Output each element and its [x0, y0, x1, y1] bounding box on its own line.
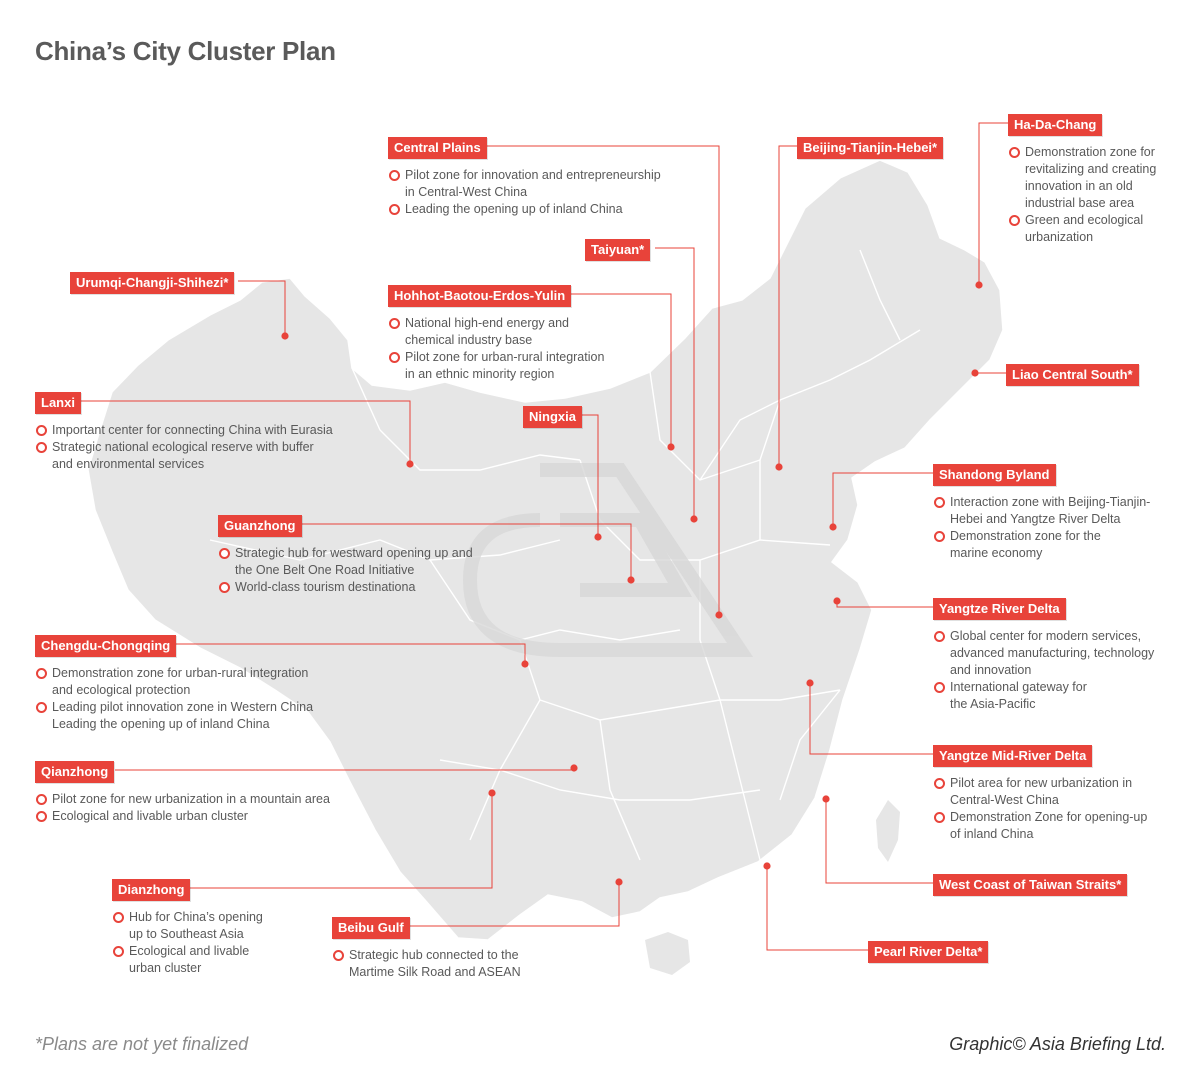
location-dot-west-coast-of-taiwan-straits [822, 795, 829, 802]
cluster-description-item [933, 628, 1154, 679]
cluster-description-item [388, 315, 604, 349]
cluster-name-tag: Central Plains [388, 137, 487, 159]
location-dot-lanxi [406, 460, 413, 467]
cluster-name-tag: Beijing-Tianjin-Hebei* [797, 137, 943, 159]
cluster-name-tag: Qianzhong [35, 761, 114, 783]
cluster-description-text: Demonstration Zone for opening-up of inland China [950, 810, 1148, 841]
circle-bullet-icon [934, 531, 945, 542]
cluster-description-text: Pilot zone for new urbanization in a mountain area [52, 792, 330, 806]
cluster-name-tag: Guanzhong [218, 515, 302, 537]
location-dot-guanzhong [627, 576, 634, 583]
cluster-name-tag: Shandong Byland [933, 464, 1056, 486]
location-dot-taiyuan [690, 515, 697, 522]
cluster-beibu-gulf [332, 917, 521, 981]
circle-bullet-icon [934, 682, 945, 693]
cluster-description-item [218, 579, 473, 596]
cluster-description-item [388, 201, 661, 218]
cluster-ha-da-chang [1008, 114, 1156, 246]
cluster-central-plains [388, 137, 661, 218]
cluster-description-text: Leading pilot innovation zone in Western China Leading the opening up of inland China [52, 700, 314, 731]
credit: Graphic© Asia Briefing Ltd. [949, 1034, 1166, 1054]
cluster-ningxia [523, 406, 582, 428]
cluster-liao-central-south [1006, 364, 1139, 386]
cluster-description-text: Green and ecological urbanization [1025, 213, 1144, 244]
circle-bullet-icon [36, 702, 47, 713]
circle-bullet-icon [389, 204, 400, 215]
cluster-taiyuan [585, 239, 650, 261]
location-dot-ningxia [594, 533, 601, 540]
cluster-name-tag: Lanxi [35, 392, 81, 414]
cluster-description-item [35, 422, 333, 439]
cluster-description-item [332, 947, 521, 981]
leader-line-pearl-river-delta [767, 866, 868, 950]
cluster-description-text: Pilot area for new urbanization in Central-West China [950, 776, 1133, 807]
footnote: *Plans are not yet finalized [35, 1034, 249, 1054]
location-dot-beijing-tianjin-hebei [775, 463, 782, 470]
cluster-description-list [35, 791, 330, 825]
cluster-description-item [112, 943, 263, 977]
cluster-description-item [933, 809, 1147, 843]
cluster-description-item [933, 679, 1154, 713]
circle-bullet-icon [219, 582, 230, 593]
cluster-description-item [35, 791, 330, 808]
cluster-description-item [218, 545, 473, 579]
cluster-description-item [35, 665, 313, 699]
cluster-description-text: Demonstration zone for urban-rural integration and ecological protection [52, 666, 309, 697]
circle-bullet-icon [36, 425, 47, 436]
location-dot-ha-da-chang [975, 281, 982, 288]
cluster-description-item [112, 909, 263, 943]
location-dot-qianzhong [570, 764, 577, 771]
cluster-name-tag: Hohhot-Baotou-Erdos-Yulin [388, 285, 571, 307]
cluster-description-list [35, 422, 333, 473]
cluster-description-list [332, 947, 521, 981]
location-dot-yangtze-river-delta [833, 597, 840, 604]
location-dot-urumqi-changji-shihezi [281, 332, 288, 339]
cluster-description-item [1008, 212, 1156, 246]
cluster-description-text: Strategic hub for westward opening up and the One Belt One Road Initiative [235, 546, 473, 577]
cluster-name-tag: Ha-Da-Chang [1008, 114, 1102, 136]
cluster-description-text: Ecological and livable urban cluster [52, 809, 248, 823]
cluster-name-tag: Chengdu-Chongqing [35, 635, 176, 657]
location-dot-pearl-river-delta [763, 862, 770, 869]
cluster-description-item [1008, 144, 1156, 212]
cluster-dianzhong [112, 879, 263, 977]
cluster-description-list [1008, 144, 1156, 246]
location-dot-shandong-byland [829, 523, 836, 530]
cluster-lanxi [35, 392, 333, 473]
circle-bullet-icon [36, 794, 47, 805]
circle-bullet-icon [113, 946, 124, 957]
cluster-name-tag: Yangtze Mid-River Delta [933, 745, 1092, 767]
cluster-west-coast-of-taiwan-straits [933, 874, 1127, 896]
cluster-description-item [35, 439, 333, 473]
location-dot-yangtze-mid-river-delta [806, 679, 813, 686]
cluster-chengdu-chongqing [35, 635, 313, 733]
cluster-description-list [933, 628, 1154, 713]
hainan-island [645, 932, 690, 975]
cluster-description-text: Demonstration zone for the marine economy [950, 529, 1101, 560]
cluster-name-tag: Yangtze River Delta [933, 598, 1066, 620]
cluster-description-text: Global center for modern services, advanced manufacturing, technology and innovation [950, 629, 1155, 677]
cluster-description-list [933, 494, 1150, 562]
cluster-qianzhong [35, 761, 330, 825]
circle-bullet-icon [36, 811, 47, 822]
cluster-name-tag: Dianzhong [112, 879, 190, 901]
cluster-urumqi-changji-shihezi [70, 272, 234, 294]
cluster-description-text: World-class tourism destinationa [235, 580, 416, 594]
cluster-description-text: Pilot zone for innovation and entrepreneurship in Central-West China [405, 168, 661, 199]
cluster-description-item [933, 528, 1150, 562]
cluster-shandong-byland [933, 464, 1150, 562]
cluster-name-tag: Taiyuan* [585, 239, 650, 261]
cluster-pearl-river-delta [868, 941, 988, 963]
cluster-hohhot-baotou-erdos-yulin [388, 285, 604, 383]
cluster-name-tag: Liao Central South* [1006, 364, 1139, 386]
location-dot-chengdu-chongqing [521, 660, 528, 667]
location-dot-liao-central-south [971, 369, 978, 376]
circle-bullet-icon [1009, 147, 1020, 158]
cluster-description-text: Strategic national ecological reserve with buffer and environmental services [52, 440, 314, 471]
taiwan-island [876, 800, 900, 862]
circle-bullet-icon [934, 631, 945, 642]
cluster-description-text: Ecological and livable urban cluster [129, 944, 250, 975]
cluster-name-tag: Pearl River Delta* [868, 941, 988, 963]
cluster-description-text: Leading the opening up of inland China [405, 202, 623, 216]
circle-bullet-icon [389, 170, 400, 181]
circle-bullet-icon [219, 548, 230, 559]
cluster-yangtze-river-delta [933, 598, 1154, 713]
cluster-description-list [218, 545, 473, 596]
cluster-description-text: Important center for connecting China with Eurasia [52, 423, 333, 437]
cluster-name-tag: Urumqi-Changji-Shihezi* [70, 272, 234, 294]
cluster-beijing-tianjin-hebei [797, 137, 943, 159]
cluster-description-item [933, 775, 1147, 809]
cluster-description-list [35, 665, 313, 733]
circle-bullet-icon [1009, 215, 1020, 226]
cluster-yangtze-mid-river-delta [933, 745, 1147, 843]
cluster-description-item [35, 699, 313, 733]
cluster-description-text: National high-end energy and chemical industry base [405, 316, 570, 347]
cluster-description-text: Interaction zone with Beijing-Tianjin- Hebei and Yangtze River Delta [950, 495, 1151, 526]
cluster-description-list [388, 167, 661, 218]
cluster-description-list [388, 315, 604, 383]
circle-bullet-icon [389, 318, 400, 329]
cluster-description-text: Demonstration zone for revitalizing and creating innovation in an old industrial base area [1025, 145, 1157, 210]
cluster-description-item [933, 494, 1150, 528]
cluster-description-text: Hub for China’s opening up to Southeast Asia [129, 910, 263, 941]
cluster-name-tag: West Coast of Taiwan Straits* [933, 874, 1127, 896]
circle-bullet-icon [934, 812, 945, 823]
cluster-guanzhong [218, 515, 473, 596]
cluster-description-text: Strategic hub connected to the Martime Silk Road and ASEAN [349, 948, 521, 979]
cluster-description-text: Pilot zone for urban-rural integration in an ethnic minority region [405, 350, 605, 381]
cluster-description-list [933, 775, 1147, 843]
cluster-description-item [35, 808, 330, 825]
circle-bullet-icon [934, 778, 945, 789]
map-title: China’s City Cluster Plan [35, 36, 336, 66]
location-dot-central-plains [715, 611, 722, 618]
location-dot-dianzhong [488, 789, 495, 796]
cluster-name-tag: Beibu Gulf [332, 917, 410, 939]
location-dot-hohhot-baotou-erdos-yulin [667, 443, 674, 450]
circle-bullet-icon [36, 442, 47, 453]
circle-bullet-icon [389, 352, 400, 363]
cluster-description-item [388, 349, 604, 383]
cluster-description-text: International gateway for the Asia-Pacific [950, 680, 1087, 711]
circle-bullet-icon [333, 950, 344, 961]
location-dot-beibu-gulf [615, 878, 622, 885]
circle-bullet-icon [934, 497, 945, 508]
cluster-description-item [388, 167, 661, 201]
cluster-description-list [112, 909, 263, 977]
circle-bullet-icon [113, 912, 124, 923]
cluster-name-tag: Ningxia [523, 406, 582, 428]
circle-bullet-icon [36, 668, 47, 679]
